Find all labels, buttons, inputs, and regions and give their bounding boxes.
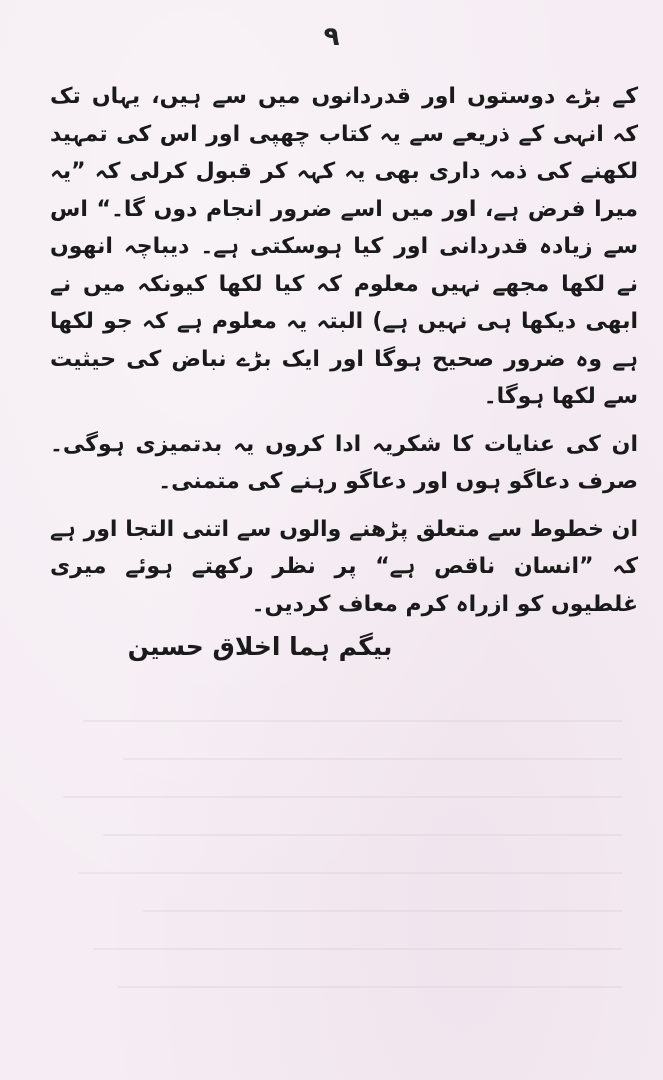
show-through-texture [103,834,623,836]
show-through-texture [93,948,623,950]
author-signature: بیگم ہما اخلاق حسین [127,632,393,661]
paragraph-2: ان کی عنایات کا شکریہ ادا کروں یہ بدتمیزی ہوگی۔ صرف دعاگو ہوں اور دعاگو رہنے کی متمنی۔ [50,431,638,494]
body-text [50,78,638,623]
page-number: ۹ [323,22,340,52]
show-through-texture [118,986,623,988]
show-through-texture [143,910,623,912]
paragraph-1: کے بڑے دوستوں اور قدردانوں میں سے ہیں، یہاں تک کہ انہی کے ذریعے سے یہ کتاب چھپی اور اس کی تمہید لکھنے کی ذمہ داری بھی یہ کہہ کر قبول کرلی کہ ”یہ میرا فرض ہے، اور میں اسے ضرور انجام دوں گا۔“ اس سے زیادہ قدردانی اور کیا ہوسکتی ہے۔ دیباچہ انھوں نے لکھا مجھے نہیں معلوم کہ کیا لکھا کیونکہ میں نے ابھی دیکھا ہی نہیں ہے) البتہ یہ معلوم ہے کہ جو لکھا ہے وہ ضرور صحیح ہوگا اور ایک بڑے نباض کی حیثیت سے لکھا ہوگا۔ [50,84,638,409]
paragraph-3: ان خطوط سے متعلق پڑھنے والوں سے اتنی التجا اور ہے کہ ”انسان ناقص ہے“ پر نظر رکھتے ہوئے میری غلطیوں کو ازراہ کرم معاف کردیں۔ [50,516,638,617]
show-through-texture [83,720,623,722]
show-through-texture [63,796,623,798]
show-through-texture [78,872,623,874]
show-through-texture [123,758,623,760]
